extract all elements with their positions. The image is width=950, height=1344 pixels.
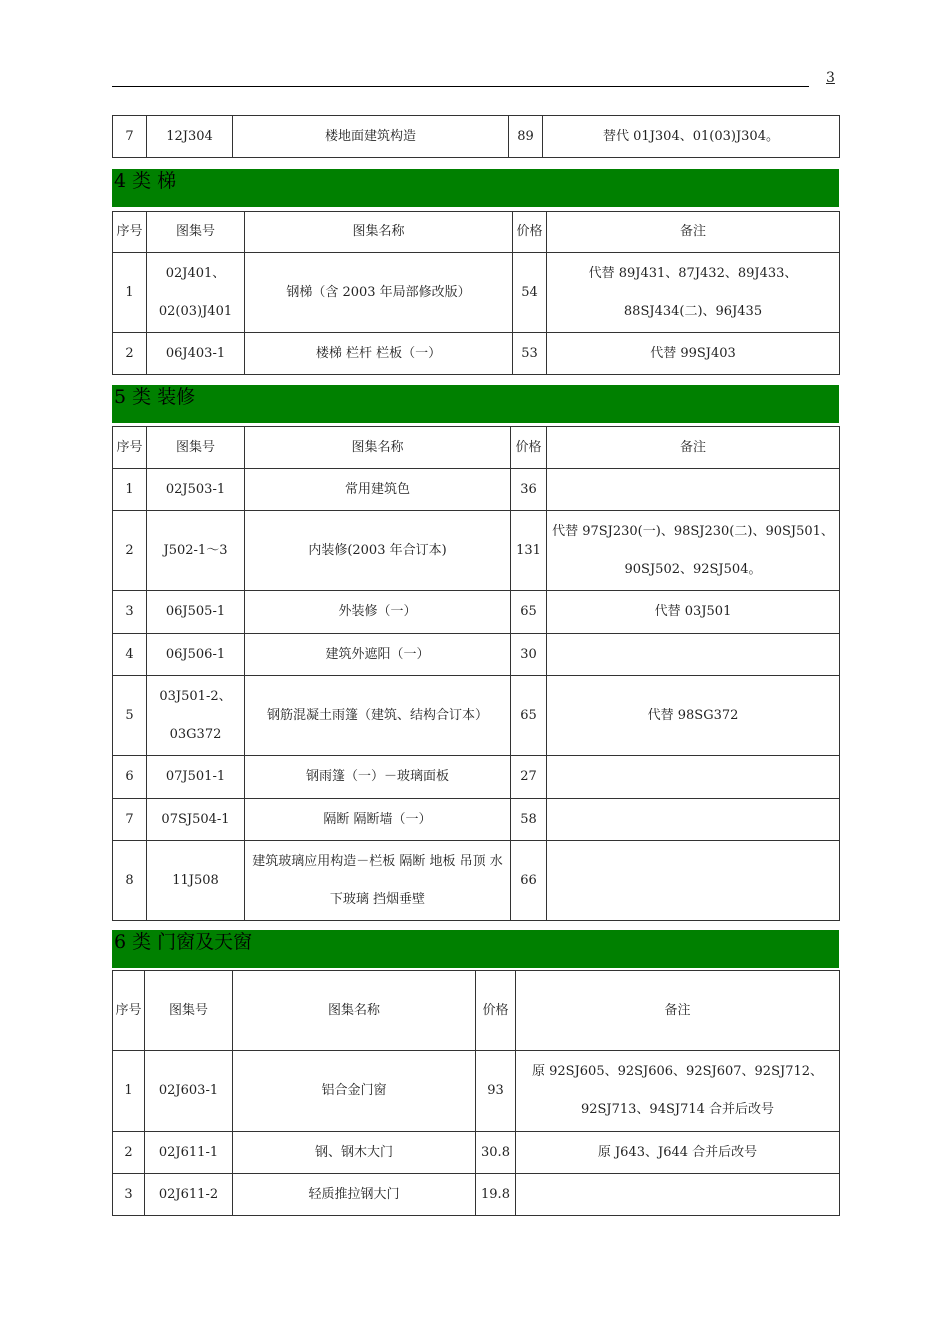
cell-code: 12J304 <box>147 116 233 158</box>
cell-title: 建筑外遮阳（一） <box>245 634 511 676</box>
table-row <box>113 1174 840 1216</box>
cell-price: 30 <box>511 634 547 676</box>
cell-title: 轻质推拉钢大门 <box>233 1174 476 1216</box>
header-code: 图集号 <box>147 212 245 253</box>
cell-remark <box>516 1174 840 1216</box>
cell-code: 02J603-1 <box>145 1051 233 1132</box>
section-heading: 4 类 梯 <box>112 169 839 207</box>
table-row <box>113 676 840 756</box>
cell-code: 02J611-1 <box>145 1132 233 1174</box>
cell-index: 7 <box>113 799 147 841</box>
cell-title: 钢雨篷（一）－玻璃面板 <box>245 756 511 799</box>
cell-code: 06J505-1 <box>147 591 245 634</box>
cell-remark <box>547 756 840 799</box>
cell-price: 36 <box>511 469 547 511</box>
header-index: 序号 <box>113 427 147 469</box>
header-code: 图集号 <box>145 971 233 1051</box>
cell-remark: 代替 03J501 <box>547 591 840 634</box>
cell-index: 8 <box>113 841 147 921</box>
cell-title: 钢筋混凝土雨篷（建筑、结构合订本） <box>245 676 511 756</box>
cell-code: 07SJ504-1 <box>147 799 245 841</box>
cell-index: 2 <box>113 511 147 591</box>
header-rule <box>112 86 809 87</box>
table-row <box>113 511 840 591</box>
table-header-row <box>113 212 840 253</box>
cell-price: 89 <box>509 116 543 158</box>
cell-remark: 原 92SJ605、92SJ606、92SJ607、92SJ712、92SJ713、94SJ714 合并后改号 <box>516 1051 840 1132</box>
table-row <box>113 333 840 375</box>
cell-remark: 替代 01J304、01(03)J304。 <box>543 116 840 158</box>
table-header-row <box>113 427 840 469</box>
header-remark: 备注 <box>547 212 840 253</box>
cell-remark: 代替 98SG372 <box>547 676 840 756</box>
cell-code: J502-1～3 <box>147 511 245 591</box>
header-title: 图集名称 <box>245 427 511 469</box>
table-row <box>113 116 840 158</box>
header-remark: 备注 <box>516 971 840 1051</box>
table-row <box>113 799 840 841</box>
table-section-6 <box>112 970 840 1216</box>
table-row <box>113 841 840 921</box>
cell-price: 19.8 <box>476 1174 516 1216</box>
cell-title: 外装修（一） <box>245 591 511 634</box>
table-section-4 <box>112 211 840 375</box>
cell-title: 钢梯（含 2003 年局部修改版） <box>245 253 513 333</box>
header-index: 序号 <box>113 971 145 1051</box>
header-code: 图集号 <box>147 427 245 469</box>
cell-index: 7 <box>113 116 147 158</box>
cell-index: 5 <box>113 676 147 756</box>
cell-code: 06J403-1 <box>147 333 245 375</box>
table-row <box>113 634 840 676</box>
cell-index: 1 <box>113 1051 145 1132</box>
cell-index: 3 <box>113 591 147 634</box>
cell-remark: 代替 99SJ403 <box>547 333 840 375</box>
cell-remark <box>547 469 840 511</box>
cell-price: 54 <box>513 253 547 333</box>
cell-code: 02J401、02(03)J401 <box>147 253 245 333</box>
cell-remark <box>547 634 840 676</box>
cell-remark <box>547 799 840 841</box>
header-title: 图集名称 <box>233 971 476 1051</box>
table-header-row <box>113 971 840 1051</box>
table-continued <box>112 115 840 158</box>
cell-title: 楼地面建筑构造 <box>233 116 509 158</box>
cell-title: 内装修(2003 年合订本) <box>245 511 511 591</box>
header-title: 图集名称 <box>245 212 513 253</box>
cell-price: 65 <box>511 591 547 634</box>
section-heading: 5 类 装修 <box>112 385 839 423</box>
cell-index: 6 <box>113 756 147 799</box>
cell-remark <box>547 841 840 921</box>
table-row <box>113 253 840 333</box>
cell-index: 1 <box>113 253 147 333</box>
cell-title: 常用建筑色 <box>245 469 511 511</box>
cell-remark: 代替 97SJ230(一)、98SJ230(二)、90SJ501、90SJ502、92SJ504。 <box>547 511 840 591</box>
cell-index: 3 <box>113 1174 145 1216</box>
header-price: 价格 <box>511 427 547 469</box>
cell-title: 楼梯 栏杆 栏板（一） <box>245 333 513 375</box>
cell-price: 30.8 <box>476 1132 516 1174</box>
cell-index: 2 <box>113 1132 145 1174</box>
cell-price: 65 <box>511 676 547 756</box>
cell-index: 1 <box>113 469 147 511</box>
cell-price: 58 <box>511 799 547 841</box>
cell-code: 11J508 <box>147 841 245 921</box>
cell-index: 4 <box>113 634 147 676</box>
cell-code: 02J611-2 <box>145 1174 233 1216</box>
table-row <box>113 1132 840 1174</box>
header-price: 价格 <box>513 212 547 253</box>
cell-code: 06J506-1 <box>147 634 245 676</box>
section-heading: 6 类 门窗及天窗 <box>112 930 839 968</box>
header-remark: 备注 <box>547 427 840 469</box>
cell-price: 66 <box>511 841 547 921</box>
cell-remark: 代替 89J431、87J432、89J433、88SJ434(二)、96J435 <box>547 253 840 333</box>
table-section-5 <box>112 426 840 921</box>
table-row <box>113 469 840 511</box>
cell-price: 93 <box>476 1051 516 1132</box>
cell-title: 铝合金门窗 <box>233 1051 476 1132</box>
cell-code: 07J501-1 <box>147 756 245 799</box>
header-index: 序号 <box>113 212 147 253</box>
cell-code: 03J501-2、03G372 <box>147 676 245 756</box>
cell-index: 2 <box>113 333 147 375</box>
cell-price: 131 <box>511 511 547 591</box>
cell-title: 隔断 隔断墙（一） <box>245 799 511 841</box>
cell-code: 02J503-1 <box>147 469 245 511</box>
cell-title: 钢、钢木大门 <box>233 1132 476 1174</box>
header-price: 价格 <box>476 971 516 1051</box>
table-row <box>113 756 840 799</box>
page-number: 3 <box>826 70 835 86</box>
cell-price: 53 <box>513 333 547 375</box>
cell-remark: 原 J643、J644 合并后改号 <box>516 1132 840 1174</box>
table-row <box>113 1051 840 1132</box>
cell-title: 建筑玻璃应用构造－栏板 隔断 地板 吊顶 水下玻璃 挡烟垂壁 <box>245 841 511 921</box>
table-row <box>113 591 840 634</box>
cell-price: 27 <box>511 756 547 799</box>
